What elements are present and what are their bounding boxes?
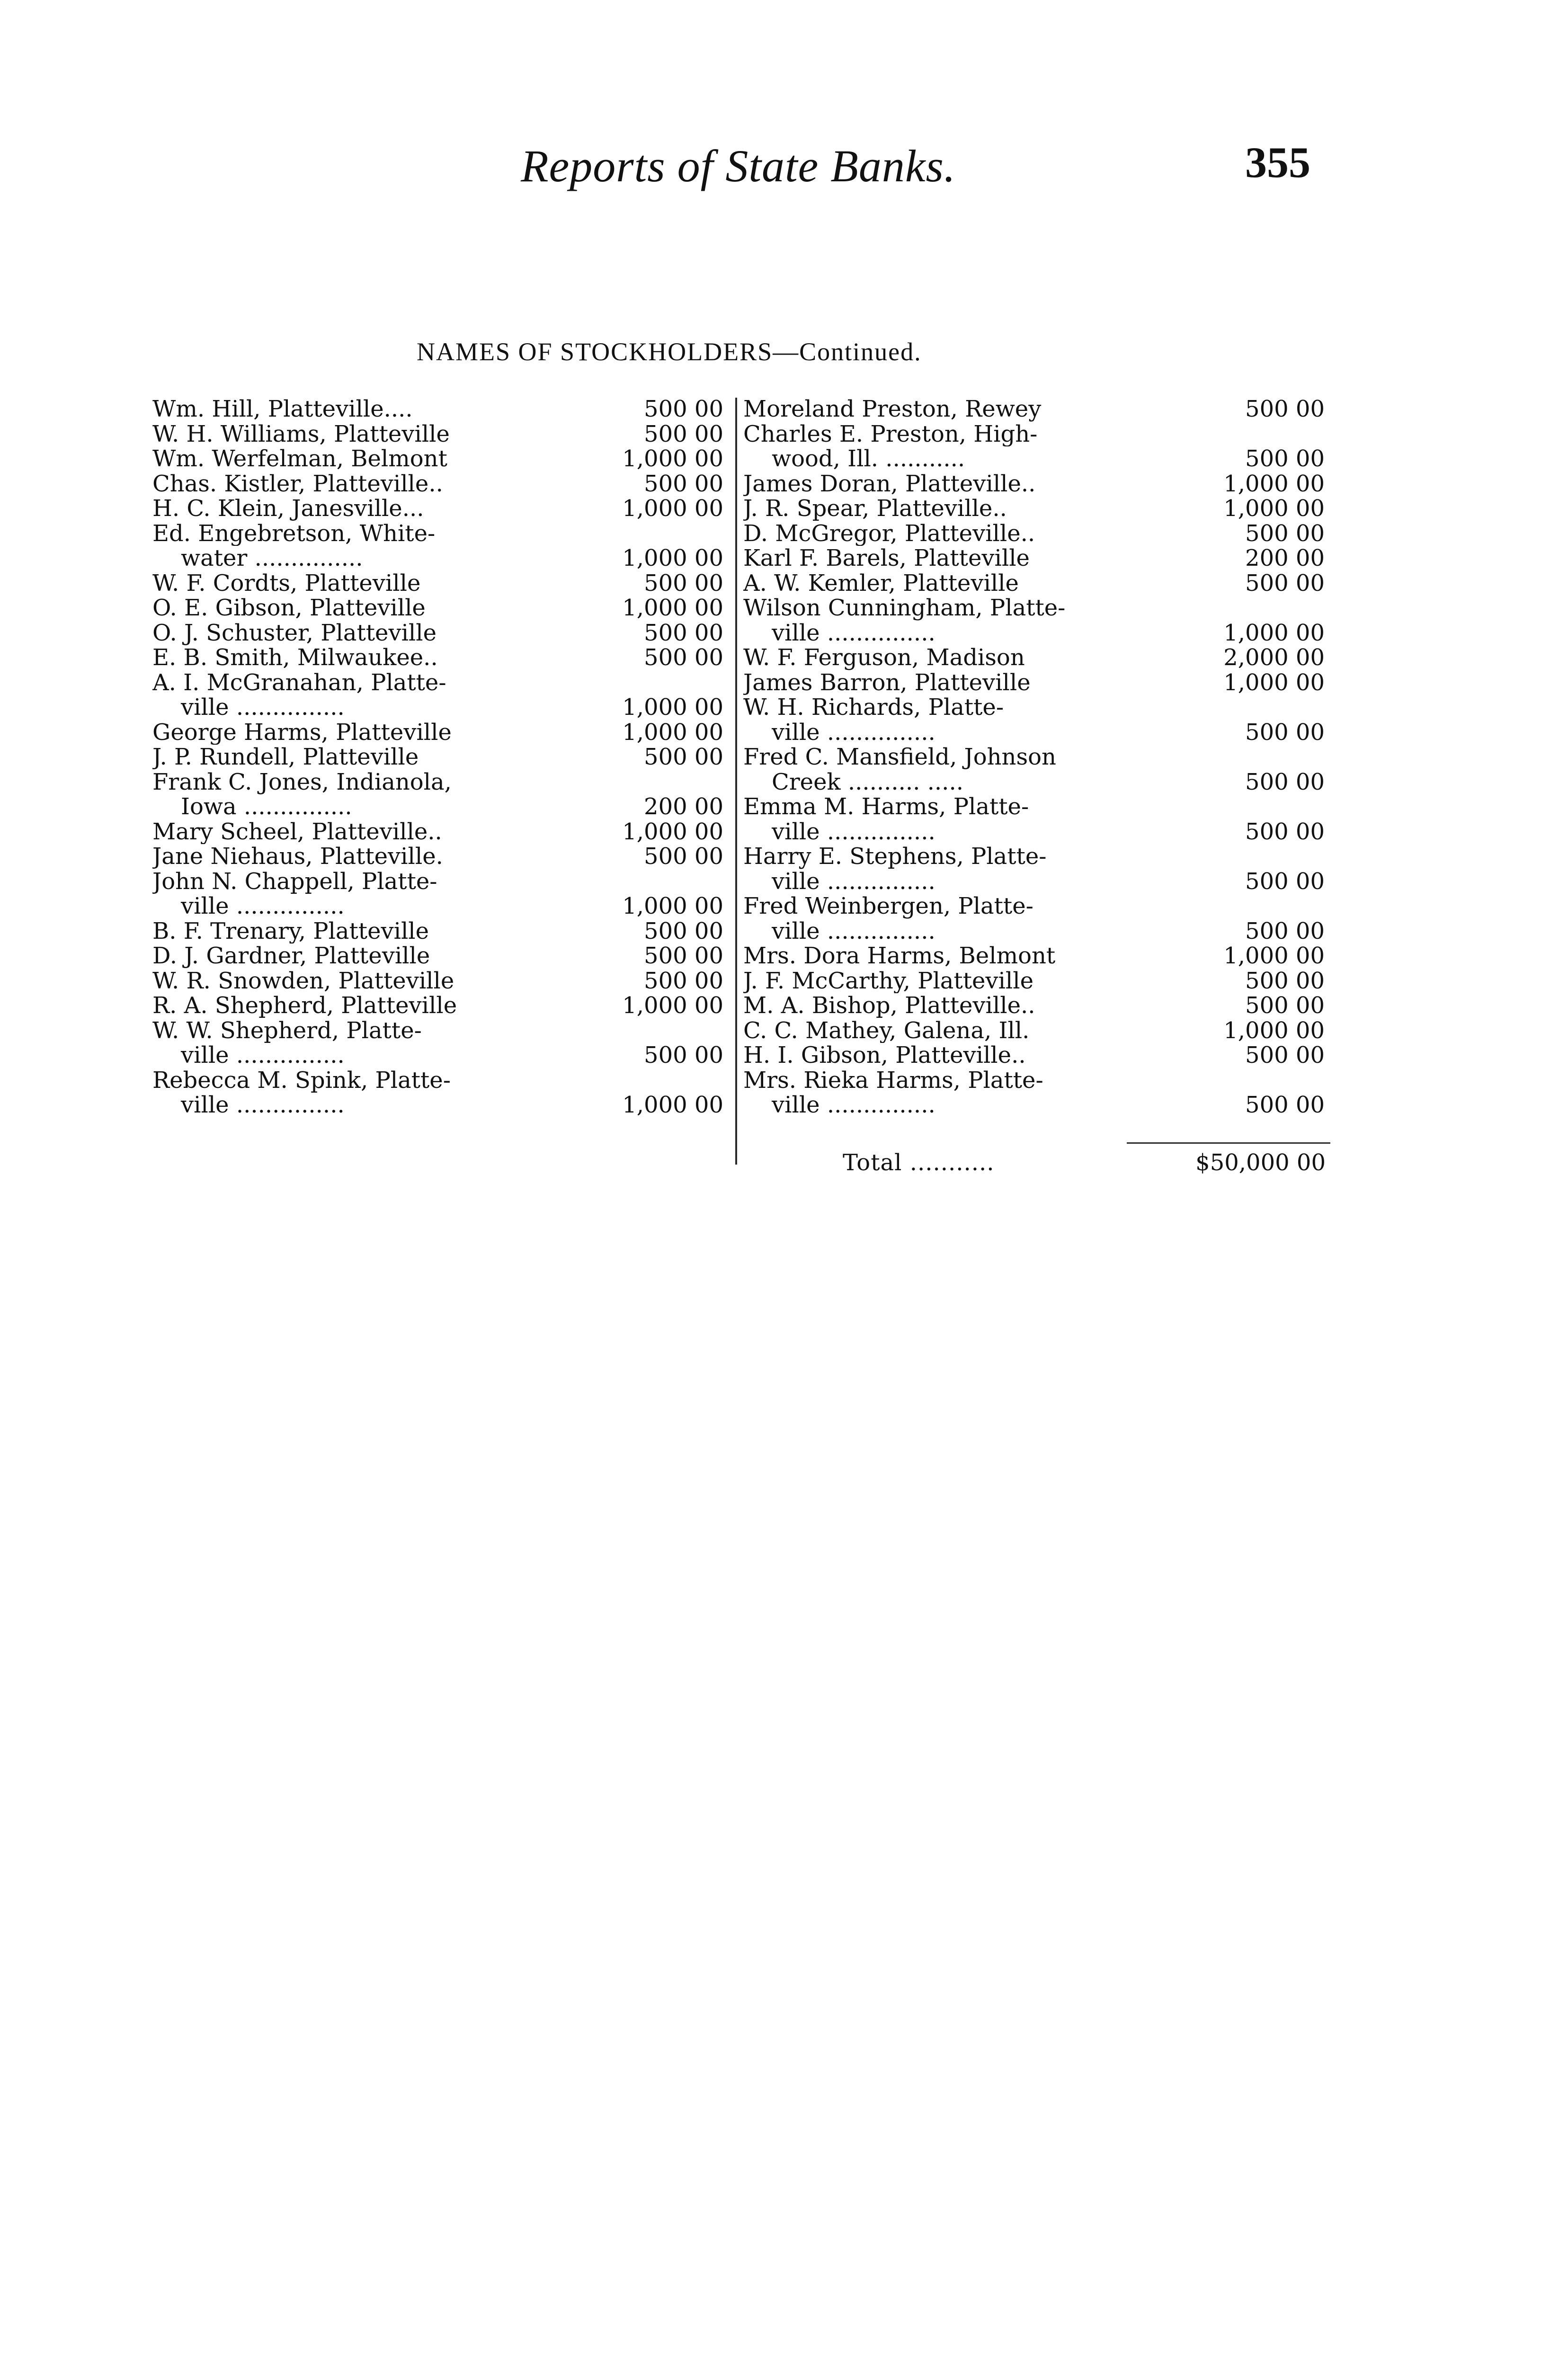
- stockholder-name-line: James Barron, Platteville: [743, 670, 1031, 695]
- stockholder-name-line: Charles E. Preston, High-: [743, 421, 1038, 446]
- stockholder-name-continuation: ville ...............: [772, 720, 935, 745]
- stockholder-name-line: Rebecca M. Spink, Platte-: [152, 1068, 451, 1093]
- stockholder-name-line: Ed. Engebretson, White-: [152, 521, 436, 546]
- stockholder-amount: 500 00: [644, 943, 723, 969]
- stockholder-name: [743, 571, 1149, 596]
- stockholder-name-line: Wm. Hill, Platteville....: [152, 397, 413, 422]
- stockholder-name: [743, 496, 1149, 521]
- stockholders-left-column: [152, 397, 723, 1118]
- stockholder-name: [743, 422, 1149, 472]
- stockholder-row: [152, 919, 723, 944]
- stockholder-name: [743, 472, 1149, 497]
- stockholder-name-continuation: Creek .......... .....: [772, 769, 963, 794]
- stockholder-name: [152, 943, 586, 969]
- stockholder-name-line: W. H. Richards, Platte-: [743, 695, 1004, 720]
- stockholder-name: [152, 670, 586, 720]
- page-number: 355: [1245, 138, 1310, 187]
- stockholder-name: [743, 943, 1149, 969]
- running-head: Reports of State Banks.: [521, 141, 956, 191]
- stockholder-name: [743, 546, 1149, 571]
- stockholder-name-continuation: ville ...............: [772, 620, 935, 645]
- stockholder-row: [152, 943, 723, 969]
- stockholder-name-line: Moreland Preston, Rewey: [743, 397, 1042, 422]
- stockholder-row: [743, 571, 1325, 596]
- stockholder-row: [743, 596, 1325, 645]
- stockholder-name-line: George Harms, Platteville: [152, 720, 452, 745]
- stockholder-name-line: O. E. Gibson, Platteville: [152, 596, 426, 621]
- stockholder-name-continuation: ville ...............: [772, 869, 935, 894]
- stockholder-name-line: Emma M. Harms, Platte-: [743, 794, 1029, 819]
- stockholder-row: [152, 621, 723, 646]
- stockholder-name: [743, 1068, 1149, 1118]
- stockholder-name: [743, 397, 1149, 422]
- stockholder-name: [743, 1018, 1149, 1043]
- stockholder-name: [152, 472, 586, 497]
- stockholder-amount: 500 00: [1245, 520, 1325, 547]
- stockholder-amount: 500 00: [644, 644, 723, 671]
- stockholder-name-line: Harry E. Stephens, Platte-: [743, 844, 1047, 869]
- stockholder-amount: 1,000 00: [1223, 619, 1325, 646]
- stockholder-name: [152, 397, 586, 422]
- stockholder-amount: 2,000 00: [1223, 644, 1325, 671]
- stockholder-name-line: W. W. Shepherd, Platte-: [152, 1018, 422, 1043]
- stockholder-name: [152, 819, 586, 845]
- stockholder-row: [152, 645, 723, 670]
- stockholder-amount: 1,000 00: [1223, 470, 1325, 497]
- stockholder-name-line: M. A. Bishop, Platteville..: [743, 993, 1035, 1018]
- stockholder-name-line: Wilson Cunningham, Platte-: [743, 596, 1066, 621]
- stockholder-name-line: W. F. Ferguson, Madison: [743, 645, 1025, 670]
- stockholder-name-line: W. F. Cordts, Platteville: [152, 570, 421, 596]
- stockholder-amount: 500 00: [1245, 768, 1325, 795]
- stockholder-row: [152, 670, 723, 720]
- stockholder-name: [152, 1068, 586, 1118]
- stockholder-amount: 1,000 00: [1223, 943, 1325, 969]
- stockholder-name-line: John N. Chappell, Platte-: [152, 869, 437, 894]
- stockholder-name-line: Chas. Kistler, Platteville..: [152, 471, 443, 496]
- stockholder-name: [743, 695, 1149, 745]
- stockholder-row: [152, 745, 723, 770]
- stockholder-name-line: C. C. Mathey, Galena, Ill.: [743, 1018, 1030, 1043]
- stockholder-amount: 500 00: [644, 570, 723, 596]
- stockholder-amount: 1,000 00: [622, 893, 723, 919]
- stockholder-amount: 1,000 00: [622, 694, 723, 721]
- stockholder-name: [152, 521, 586, 571]
- stockholder-name-line: D. McGregor, Platteville..: [743, 521, 1035, 546]
- stockholder-row: [152, 993, 723, 1018]
- stockholder-row: [743, 695, 1325, 745]
- stockholder-amount: 500 00: [1245, 719, 1325, 746]
- stockholder-name-line: Wm. Werfelman, Belmont: [152, 446, 447, 472]
- stockholder-row: [152, 472, 723, 497]
- stockholder-amount: 500 00: [644, 396, 723, 422]
- stockholder-row: [152, 819, 723, 845]
- stockholder-name: [152, 993, 586, 1018]
- stockholder-name-continuation: ville ...............: [181, 1043, 345, 1068]
- stockholder-row: [743, 422, 1325, 472]
- stockholder-row: [743, 969, 1325, 994]
- stockholder-row: [743, 1068, 1325, 1118]
- total-amount: $50,000 00: [1195, 1149, 1326, 1176]
- stockholder-row: [152, 571, 723, 596]
- stockholder-amount: 1,000 00: [622, 545, 723, 571]
- stockholder-name-line: Mrs. Dora Harms, Belmont: [743, 943, 1056, 969]
- stockholder-name: [152, 969, 586, 994]
- stockholder-name-line: W. R. Snowden, Platteville: [152, 968, 454, 993]
- stockholder-row: [743, 472, 1325, 497]
- column-divider: [735, 398, 737, 1165]
- stockholder-amount: 1,000 00: [622, 495, 723, 522]
- stockholder-amount: 500 00: [644, 1042, 723, 1068]
- stockholder-name-line: James Doran, Platteville..: [743, 471, 1036, 496]
- stockholder-name: [152, 869, 586, 919]
- stockholder-name: [743, 993, 1149, 1018]
- stockholder-row: [152, 1068, 723, 1118]
- stockholder-row: [743, 1043, 1325, 1068]
- stockholder-name: [152, 745, 586, 770]
- stockholder-name: [152, 621, 586, 646]
- stockholder-name: [743, 794, 1149, 844]
- stockholder-name: [743, 1043, 1149, 1068]
- stockholder-row: [152, 844, 723, 869]
- stockholder-name: [152, 844, 586, 869]
- stockholder-name-line: J. F. McCarthy, Platteville: [743, 968, 1033, 993]
- stockholder-name-line: E. B. Smith, Milwaukee..: [152, 645, 438, 670]
- stockholder-name-continuation: ville ...............: [772, 918, 935, 943]
- stockholder-name: [743, 844, 1149, 894]
- stockholder-name: [743, 969, 1149, 994]
- stockholder-name-line: W. H. Williams, Platteville: [152, 421, 450, 446]
- stockholder-row: [152, 1018, 723, 1068]
- stockholder-name-line: B. F. Trenary, Platteville: [152, 918, 429, 943]
- stockholder-row: [152, 720, 723, 745]
- stockholder-amount: 500 00: [1245, 1042, 1325, 1068]
- stockholder-amount: 1,000 00: [622, 992, 723, 1019]
- stockholder-amount: 1,000 00: [622, 595, 723, 621]
- stockholder-row: [152, 596, 723, 621]
- stockholder-amount: 500 00: [1245, 570, 1325, 596]
- stockholder-amount: 500 00: [644, 917, 723, 944]
- stockholder-row: [743, 844, 1325, 894]
- stockholder-amount: 500 00: [1245, 818, 1325, 845]
- stockholder-name-line: H. C. Klein, Janesville...: [152, 496, 424, 521]
- stockholder-row: [152, 521, 723, 571]
- stockholder-name-continuation: ville ...............: [772, 819, 935, 844]
- stockholder-name-line: J. P. Rundell, Platteville: [152, 745, 419, 770]
- stockholder-amount: 500 00: [1245, 967, 1325, 994]
- stockholder-row: [152, 770, 723, 819]
- stockholder-name-continuation: ville ...............: [181, 1093, 345, 1118]
- stockholder-name: [743, 745, 1149, 794]
- stockholder-name: [152, 571, 586, 596]
- stockholder-name: [743, 670, 1149, 695]
- total-row: [843, 1150, 1326, 1175]
- stockholder-row: [743, 670, 1325, 695]
- stockholder-amount: 500 00: [1245, 396, 1325, 422]
- stockholder-row: [743, 943, 1325, 969]
- stockholder-amount: 500 00: [644, 619, 723, 646]
- stockholder-name-continuation: ville ...............: [181, 695, 345, 720]
- stockholder-row: [743, 397, 1325, 422]
- stockholder-name-line: Mary Scheel, Platteville..: [152, 819, 442, 844]
- stockholder-name: [152, 720, 586, 745]
- stockholder-amount: 1,000 00: [622, 445, 723, 472]
- stockholder-name-line: Fred C. Mansfield, Johnson: [743, 745, 1056, 770]
- stockholder-name-line: J. R. Spear, Platteville..: [743, 496, 1007, 521]
- stockholder-name: [152, 496, 586, 521]
- stockholder-name-line: A. I. McGranahan, Platte-: [152, 670, 446, 695]
- stockholder-row: [743, 645, 1325, 670]
- total-rule: [1127, 1142, 1330, 1144]
- stockholder-row: [152, 969, 723, 994]
- stockholder-name-line: Karl F. Barels, Platteville: [743, 546, 1030, 571]
- stockholder-name-line: R. A. Shepherd, Platteville: [152, 993, 457, 1018]
- stockholder-row: [743, 794, 1325, 844]
- stockholder-name: [152, 645, 586, 670]
- stockholder-name-continuation: wood, Ill. ...........: [772, 446, 965, 472]
- stockholder-amount: 500 00: [644, 843, 723, 870]
- stockholder-row: [743, 496, 1325, 521]
- stockholder-amount: 200 00: [1245, 545, 1325, 571]
- stockholder-row: [152, 496, 723, 521]
- stockholder-row: [743, 993, 1325, 1018]
- stockholder-name: [743, 894, 1149, 943]
- stockholder-name: [743, 521, 1149, 546]
- stockholder-amount: 500 00: [1245, 992, 1325, 1019]
- total-label: Total ...........: [843, 1149, 995, 1176]
- stockholder-name: [152, 596, 586, 621]
- stockholder-row: [743, 1018, 1325, 1043]
- stockholder-amount: 200 00: [644, 793, 723, 820]
- stockholder-row: [152, 397, 723, 422]
- stockholder-row: [743, 894, 1325, 943]
- stockholder-amount: 1,000 00: [622, 719, 723, 746]
- stockholder-name: [152, 446, 586, 472]
- stockholder-name-line: Fred Weinbergen, Platte-: [743, 894, 1033, 919]
- stockholder-name-continuation: ville ...............: [772, 1093, 935, 1118]
- stockholder-amount: 500 00: [644, 420, 723, 447]
- stockholder-name: [743, 645, 1149, 670]
- stockholder-amount: 1,000 00: [1223, 495, 1325, 522]
- stockholder-name-line: O. J. Schuster, Platteville: [152, 620, 437, 645]
- stockholder-name-continuation: ville ...............: [181, 894, 345, 919]
- stockholder-amount: 1,000 00: [622, 1092, 723, 1118]
- stockholder-amount: 500 00: [1245, 868, 1325, 895]
- stockholder-name-line: Mrs. Rieka Harms, Platte-: [743, 1068, 1043, 1093]
- stockholder-amount: 500 00: [644, 744, 723, 770]
- stockholder-name-line: Jane Niehaus, Platteville.: [152, 844, 443, 869]
- stockholder-row: [743, 546, 1325, 571]
- stockholder-name: [152, 770, 586, 819]
- stockholders-right-column: [743, 397, 1325, 1118]
- stockholder-name: [152, 919, 586, 944]
- stockholder-amount: 1,000 00: [1223, 1017, 1325, 1044]
- stockholder-amount: 500 00: [1245, 917, 1325, 944]
- stockholder-amount: 500 00: [644, 967, 723, 994]
- stockholder-amount: 500 00: [1245, 1092, 1325, 1118]
- stockholder-row: [152, 869, 723, 919]
- section-heading: NAMES OF STOCKHOLDERS—Continued.: [417, 338, 922, 366]
- stockholder-name-line: A. W. Kemler, Platteville: [743, 570, 1019, 596]
- stockholder-amount: 500 00: [644, 470, 723, 497]
- stockholder-name-continuation: water ...............: [181, 546, 363, 571]
- stockholder-row: [152, 422, 723, 447]
- stockholder-name-continuation: Iowa ...............: [181, 794, 352, 819]
- stockholder-name-line: Frank C. Jones, Indianola,: [152, 769, 452, 794]
- stockholder-name: [152, 1018, 586, 1068]
- stockholder-amount: 1,000 00: [622, 818, 723, 845]
- stockholder-name: [743, 596, 1149, 645]
- stockholder-row: [743, 745, 1325, 794]
- stockholder-amount: 500 00: [1245, 445, 1325, 472]
- stockholder-name-line: H. I. Gibson, Platteville..: [743, 1043, 1026, 1068]
- stockholder-row: [743, 521, 1325, 546]
- stockholder-row: [152, 446, 723, 472]
- stockholder-name-line: D. J. Gardner, Platteville: [152, 943, 430, 969]
- stockholder-amount: 1,000 00: [1223, 669, 1325, 696]
- stockholder-name: [152, 422, 586, 447]
